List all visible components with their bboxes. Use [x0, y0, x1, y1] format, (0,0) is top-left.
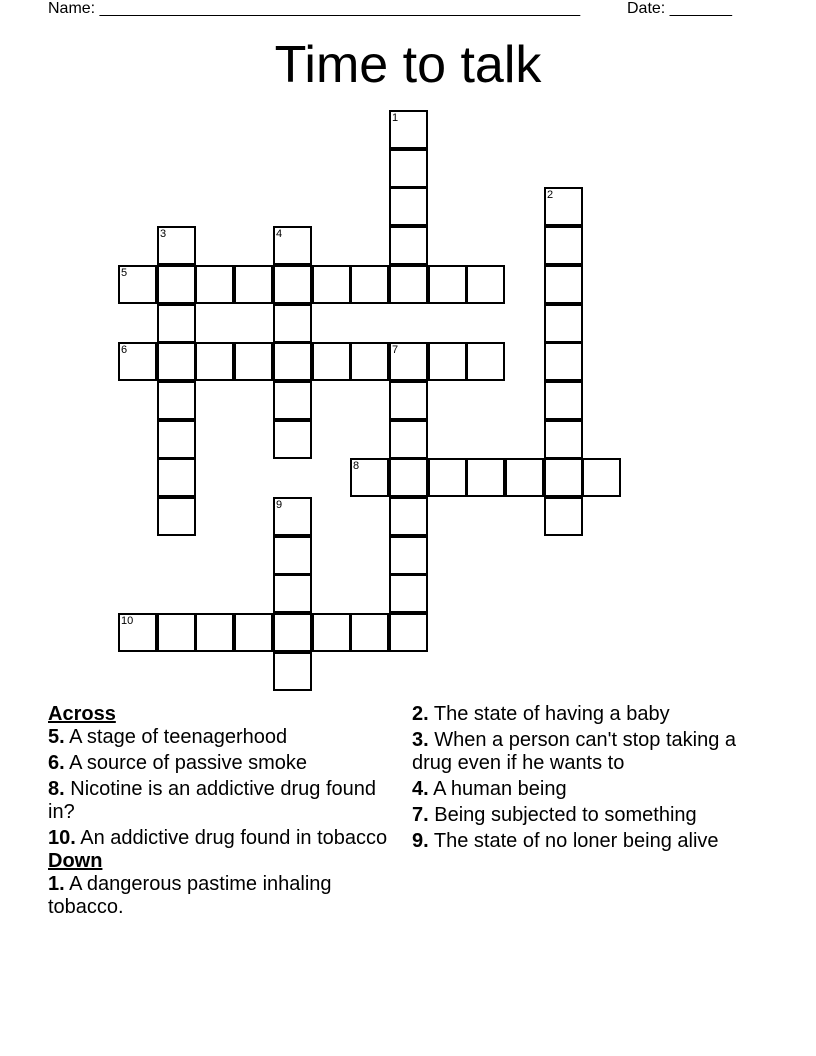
crossword-cell[interactable] [157, 304, 196, 343]
crossword-cell[interactable] [466, 342, 505, 381]
crossword-cell[interactable] [544, 265, 583, 304]
crossword-cell[interactable] [389, 613, 428, 652]
clue-text: The state of having a baby [428, 703, 670, 725]
crossword-cell[interactable] [273, 342, 312, 381]
crossword-cell[interactable] [389, 187, 428, 226]
clue-text: When a person can't stop taking a drug even if he wants to [412, 729, 737, 774]
clue-text: The state of no loner being alive [428, 830, 719, 852]
clue-number: 3. [412, 729, 429, 751]
crossword-cell[interactable] [234, 265, 273, 304]
clue-down-9 [412, 830, 772, 853]
clue-down-7 [412, 804, 772, 827]
crossword-cell[interactable] [350, 265, 389, 304]
page-title: Time to talk [274, 36, 542, 94]
clue-down-2 [412, 703, 772, 726]
crossword-cell[interactable] [389, 265, 428, 304]
crossword-cell[interactable] [312, 265, 351, 304]
clue-number: 8. [48, 778, 65, 800]
clue-number-label: 9 [276, 499, 283, 511]
crossword-cell[interactable] [505, 458, 544, 497]
crossword-cell[interactable] [544, 187, 583, 226]
crossword-cell[interactable] [273, 226, 312, 265]
crossword-cell[interactable] [582, 458, 621, 497]
crossword-cell[interactable] [157, 381, 196, 420]
crossword-cell[interactable] [428, 342, 467, 381]
crossword-cell[interactable] [118, 342, 157, 381]
crossword-cell[interactable] [544, 497, 583, 536]
clue-text: Being subjected to something [428, 804, 697, 826]
clue-text: A source of passive smoke [64, 752, 308, 774]
clue-number: 2. [412, 703, 429, 725]
name-line: Name: ______________________________________________________ [48, 0, 581, 17]
clue-number-label: 2 [547, 189, 554, 201]
crossword-cell[interactable] [428, 265, 467, 304]
crossword-cell[interactable] [389, 574, 428, 613]
crossword-cell[interactable] [157, 342, 196, 381]
clue-number: 9. [412, 830, 429, 852]
crossword-cell[interactable] [273, 304, 312, 343]
crossword-cell[interactable] [350, 613, 389, 652]
crossword-cell[interactable] [389, 420, 428, 459]
crossword-cell[interactable] [350, 458, 389, 497]
clue-down-1 [48, 873, 388, 919]
crossword-cell[interactable] [544, 420, 583, 459]
crossword-cell[interactable] [312, 613, 351, 652]
clue-across-10 [48, 827, 388, 850]
crossword-cell[interactable] [157, 458, 196, 497]
crossword-cell[interactable] [273, 497, 312, 536]
clue-text: A human being [428, 778, 567, 800]
clue-text: Nicotine is an addictive drug found in? [48, 778, 376, 823]
crossword-cell[interactable] [157, 613, 196, 652]
clue-text: A dangerous pastime inhaling tobacco. [48, 873, 332, 918]
crossword-cell[interactable] [273, 536, 312, 575]
crossword-cell[interactable] [544, 226, 583, 265]
clues-right-column [412, 703, 772, 856]
crossword-cell[interactable] [273, 652, 312, 691]
clue-number: 4. [412, 778, 429, 800]
crossword-cell[interactable] [312, 342, 351, 381]
clues-left-column [48, 703, 388, 922]
clue-number-label: 4 [276, 228, 283, 240]
crossword-cell[interactable] [273, 420, 312, 459]
crossword-cell[interactable] [118, 613, 157, 652]
crossword-cell[interactable] [350, 342, 389, 381]
across-heading: Across [48, 703, 116, 725]
clue-down-3 [412, 729, 772, 775]
clue-number: 1. [48, 873, 65, 895]
clue-down-4 [412, 778, 772, 801]
clue-text: A stage of teenagerhood [64, 726, 288, 748]
clue-number-label: 10 [121, 615, 134, 627]
crossword-cell[interactable] [389, 381, 428, 420]
clue-text: An addictive drug found in tobacco [75, 827, 388, 849]
clue-across-5 [48, 726, 388, 749]
crossword-cell[interactable] [389, 497, 428, 536]
crossword-cell[interactable] [389, 226, 428, 265]
crossword-cell[interactable] [466, 265, 505, 304]
crossword-cell[interactable] [118, 265, 157, 304]
clue-number-label: 3 [160, 228, 167, 240]
crossword-cell[interactable] [234, 342, 273, 381]
crossword-cell[interactable] [389, 536, 428, 575]
clue-number: 7. [412, 804, 429, 826]
clue-number-label: 6 [121, 344, 128, 356]
crossword-cell[interactable] [273, 381, 312, 420]
crossword-cell[interactable] [234, 613, 273, 652]
crossword-cell[interactable] [389, 149, 428, 188]
crossword-cell[interactable] [195, 342, 234, 381]
crossword-cell[interactable] [273, 574, 312, 613]
clue-across-8 [48, 778, 388, 824]
clue-number-label: 1 [392, 112, 399, 124]
down-heading: Down [48, 850, 103, 872]
crossword-cell[interactable] [273, 613, 312, 652]
crossword-cell[interactable] [273, 265, 312, 304]
clue-number: 10. [48, 827, 76, 849]
clue-number-label: 7 [392, 344, 399, 356]
crossword-cell[interactable] [389, 110, 428, 149]
clue-number-label: 8 [353, 460, 360, 472]
clue-number-label: 5 [121, 267, 128, 279]
crossword-cell[interactable] [544, 458, 583, 497]
clue-across-6 [48, 752, 388, 775]
crossword-cell[interactable] [157, 265, 196, 304]
crossword-cell[interactable] [195, 613, 234, 652]
crossword-cell[interactable] [544, 342, 583, 381]
crossword-cell[interactable] [544, 304, 583, 343]
crossword-cell[interactable] [389, 458, 428, 497]
crossword-cell[interactable] [195, 265, 234, 304]
crossword-cell[interactable] [389, 342, 428, 381]
crossword-cell[interactable] [157, 226, 196, 265]
clue-number: 6. [48, 752, 65, 774]
clue-number: 5. [48, 726, 65, 748]
crossword-cell[interactable] [428, 458, 467, 497]
crossword-cell[interactable] [544, 381, 583, 420]
date-line: Date: _______ [627, 0, 732, 17]
crossword-cell[interactable] [157, 420, 196, 459]
crossword-cell[interactable] [466, 458, 505, 497]
crossword-cell[interactable] [157, 497, 196, 536]
